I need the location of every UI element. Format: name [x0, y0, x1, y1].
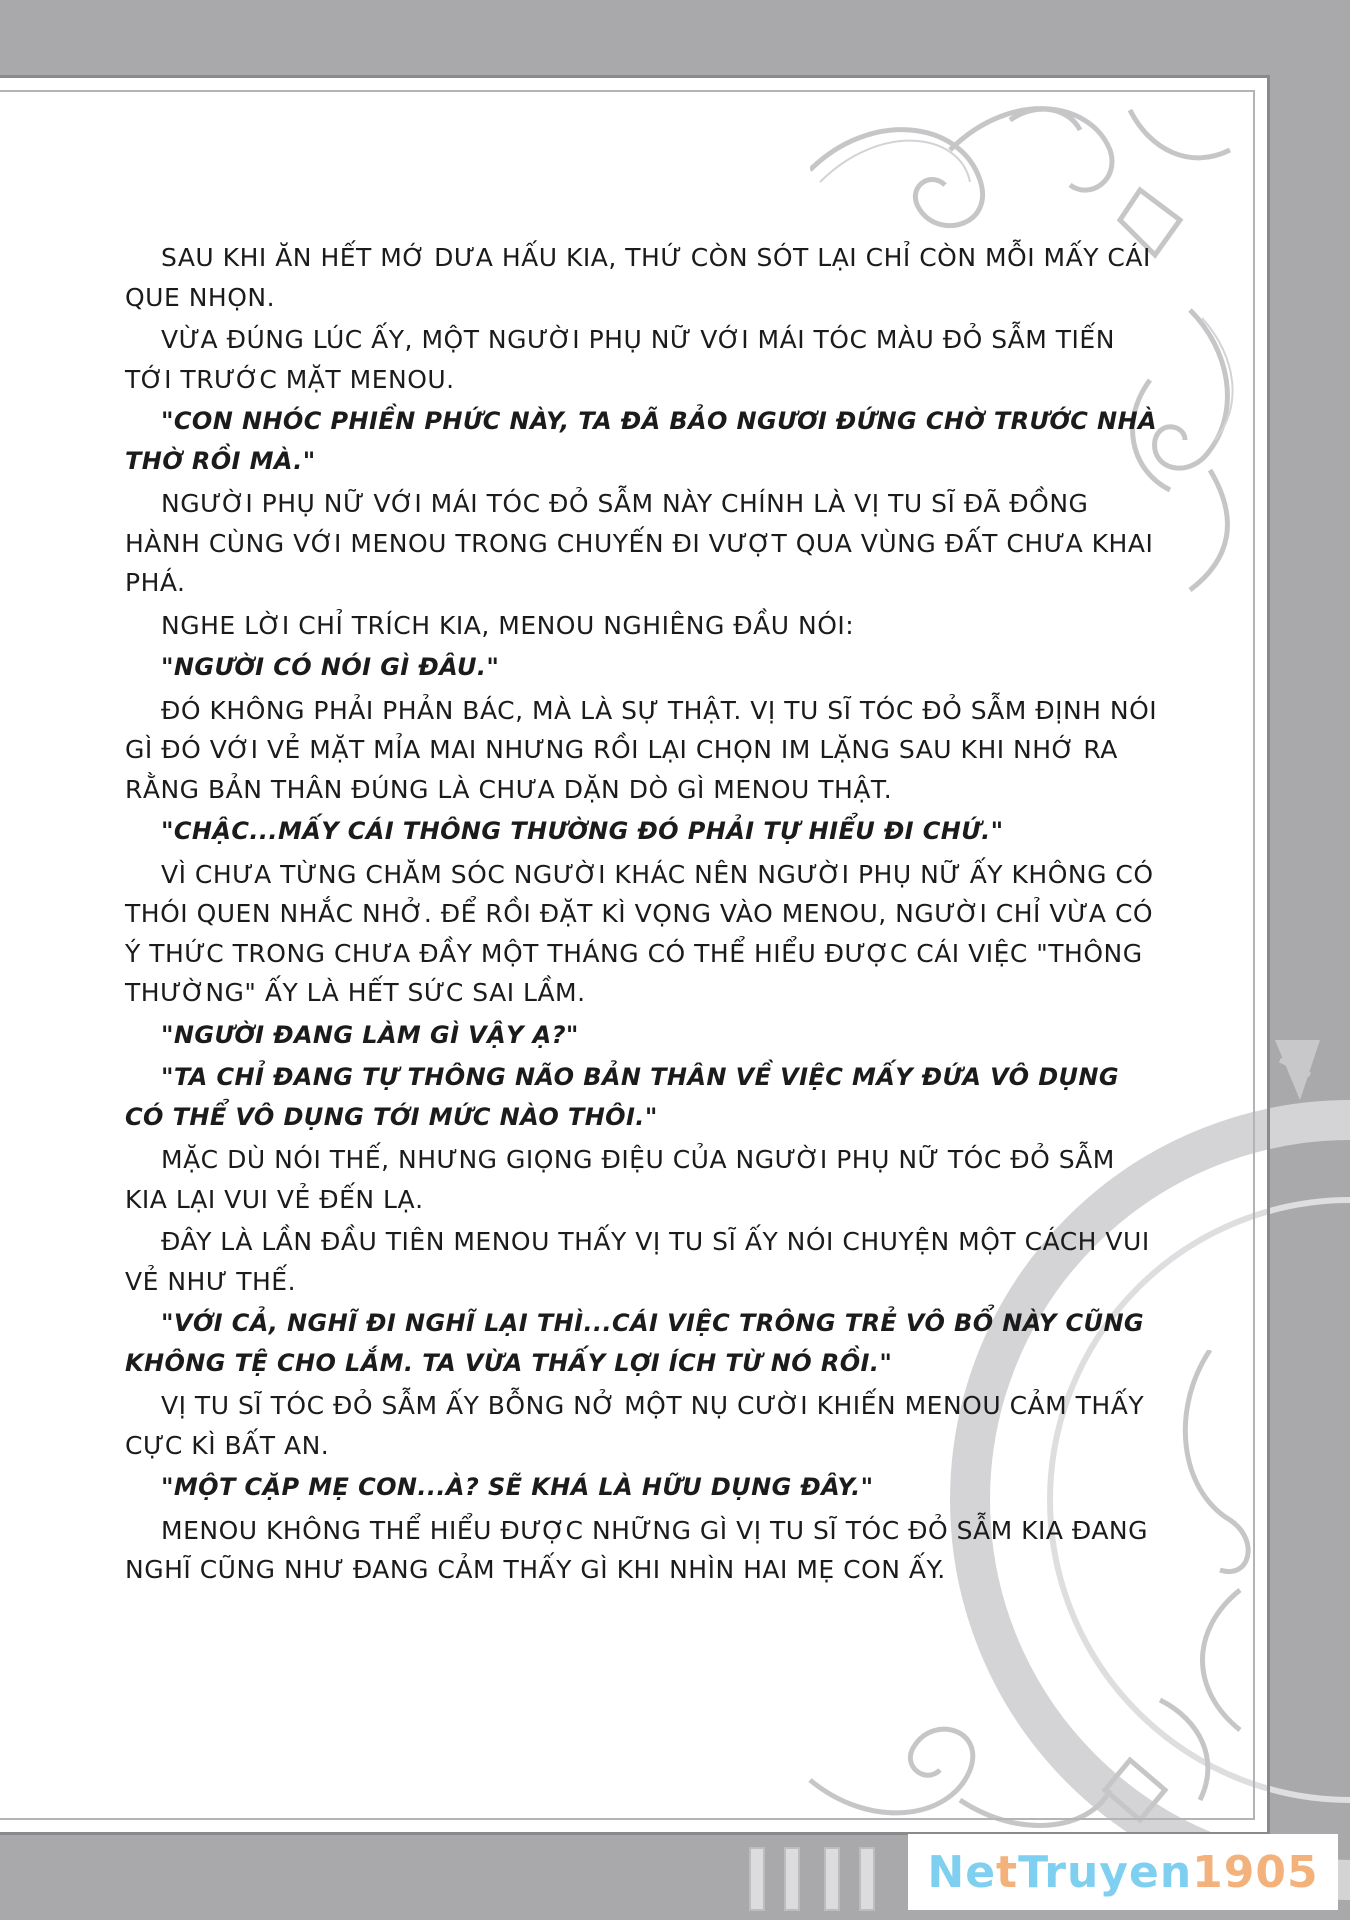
paragraph-1: SAU KHI ĂN HẾT MỚ DƯA HẤU KIA, THỨ CÒN SÓT LẠI CHỈ CÒN MỖI MẤY CÁI QUE NHỌN. [125, 243, 1151, 312]
paragraph-5: ĐÓ KHÔNG PHẢI PHẢN BÁC, MÀ LÀ SỰ THẬT. VỊ TU SĨ TÓC ĐỎ SẪM ĐỊNH NÓI GÌ ĐÓ VỚI VẺ MẶT MỈA MAI NHƯNG RỒI LẠI CHỌN IM LẶNG SAU KHI NHỚ RA RẰNG BẢN THÂN ĐÚNG LÀ CHƯA DẶN DÒ GÌ MENOU THẬT. [125, 695, 1158, 804]
watermark-part-3: Truyen [1018, 1846, 1193, 1898]
paragraph-3: NGƯỜI PHỤ NỮ VỚI MÁI TÓC ĐỎ SẪM NÀY CHÍNH LÀ VỊ TU SĨ ĐÃ ĐỒNG HÀNH CÙNG VỚI MENOU TRONG CHUYẾN ĐI VƯỢT QUA VÙNG ĐẤT CHƯA KHAI PHÁ. [125, 489, 1154, 597]
paragraph-2: VỪA ĐÚNG LÚC ẤY, MỘT NGƯỜI PHỤ NỮ VỚI MÁI TÓC MÀU ĐỎ SẪM TIẾN TỚI TRƯỚC MẶT MENOU. [125, 325, 1115, 394]
dialog-line-5: "TA CHỈ ĐANG TỰ THÔNG NÃO BẢN THÂN VỀ VIỆC MẤY ĐỨA VÔ DỤNG CÓ THỂ VÔ DỤNG TỚI MỨC NÀO THÔI." [125, 1063, 1119, 1131]
novel-text [125, 238, 1165, 1590]
dialog-line-2: "NGƯỜI CÓ NÓI GÌ ĐÂU." [161, 653, 500, 681]
site-watermark [908, 1834, 1338, 1910]
paragraph-6: VÌ CHƯA TỪNG CHĂM SÓC NGƯỜI KHÁC NÊN NGƯỜI PHỤ NỮ ẤY KHÔNG CÓ THÓI QUEN NHẮC NHỞ. ĐỂ RỒI ĐẶT KÌ VỌNG VÀO MENOU, NGƯỜI CHỈ VỪA CÓ Ý THỨC TRONG CHƯA ĐẦY MỘT THÁNG CÓ THỂ HIỂU ĐƯỢC CÁI VIỆC "THÔNG THƯỜNG" ẤY LÀ HẾT SỨC SAI LẦM. [125, 859, 1154, 1007]
dialog-line-6: "VỚI CẢ, NGHĨ ĐI NGHĨ LẠI THÌ...CÁI VIỆC TRÔNG TRẺ VÔ BỔ NÀY CŨNG KHÔNG TỆ CHO LẮM. TA VỪA THẤY LỢI ÍCH TỪ NÓ RỒI." [125, 1309, 1145, 1377]
dialog-line-1: "CON NHÓC PHIỀN PHỨC NÀY, TA ĐÃ BẢO NGƯƠI ĐỨNG CHỜ TRƯỚC NHÀ THỜ RỒI MÀ." [125, 407, 1157, 475]
dialog-line-7: "MỘT CẶP MẸ CON...À? SẼ KHÁ LÀ HỮU DỤNG ĐÂY." [161, 1473, 874, 1501]
paragraph-8: ĐÂY LÀ LẦN ĐẦU TIÊN MENOU THẤY VỊ TU SĨ ẤY NÓI CHUYỆN MỘT CÁCH VUI VẺ NHƯ THẾ. [125, 1227, 1150, 1296]
paragraph-10: MENOU KHÔNG THỂ HIỂU ĐƯỢC NHỮNG GÌ VỊ TU SĨ TÓC ĐỎ SẪM KIA ĐANG NGHĨ CŨNG NHƯ ĐANG CẢM THẤY GÌ KHI NHÌN HAI MẸ CON ẤY. [125, 1515, 1149, 1584]
dialog-line-4: "NGƯỜI ĐANG LÀM GÌ VẬY Ạ?" [161, 1020, 579, 1049]
paragraph-7: MẶC DÙ NÓI THẾ, NHƯNG GIỌNG ĐIỆU CỦA NGƯỜI PHỤ NỮ TÓC ĐỎ SẪM KIA LẠI VUI VẺ ĐẾN LẠ. [125, 1145, 1115, 1214]
paragraph-9: VỊ TU SĨ TÓC ĐỎ SẪM ẤY BỖNG NỞ MỘT NỤ CƯỜI KHIẾN MENOU CẢM THẤY CỰC KÌ BẤT AN. [125, 1391, 1145, 1460]
watermark-part-2: t [996, 1846, 1019, 1898]
roman-numeral-decoration [740, 1840, 890, 1918]
watermark-part-4: 1905 [1192, 1846, 1319, 1898]
paragraph-4: NGHE LỜI CHỈ TRÍCH KIA, MENOU NGHIÊNG ĐẦU NÓI: [161, 610, 855, 640]
dialog-line-3: "CHẬC...MẤY CÁI THÔNG THƯỜNG ĐÓ PHẢI TỰ HIỂU ĐI CHỨ." [161, 817, 1004, 845]
watermark-part-1: Ne [927, 1846, 997, 1898]
